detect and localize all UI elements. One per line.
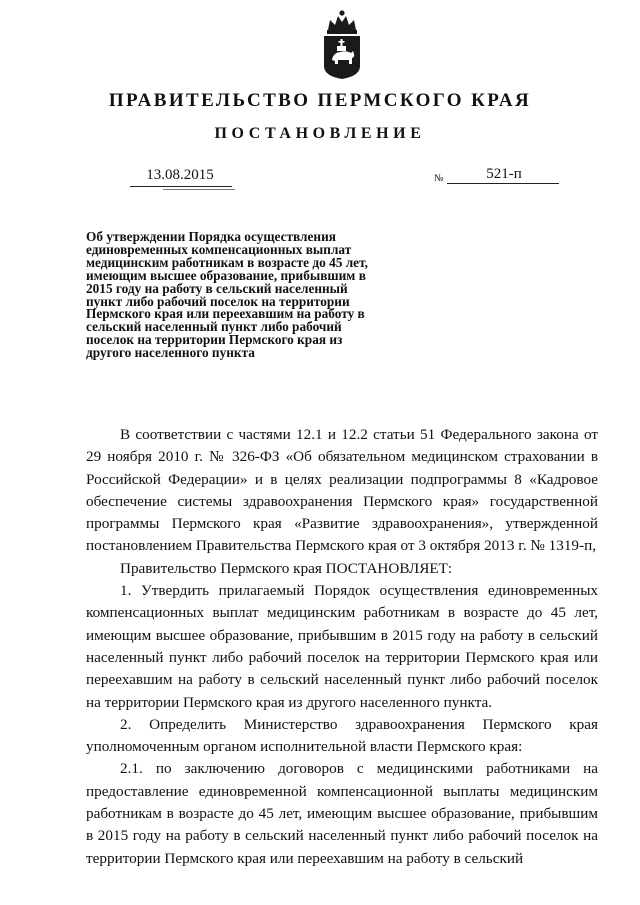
number-sign: № <box>434 173 444 184</box>
document-number: 521-п <box>486 166 522 182</box>
number-underline <box>447 183 559 184</box>
paragraph-item-1: 1. Утвердить прилагаемый Порядок осуществления единовременных компенсационных выплат медицинским работникам в возрасте до 45 лет, имеющим высшее образование, прибывшим в 2015 году на работу в сельский населенный пункт либо рабочий поселок на территории Пермского края или переехавшим на работу в сельский населенный пункт либо рабочий поселок на территории Пермского края из другого населенного пункта. <box>86 582 598 711</box>
document-date: 13.08.2015 <box>146 167 214 183</box>
paragraph-preamble: В соответствии с частями 12.1 и 12.2 статьи 51 Федерального закона от 29 ноября 2010 г. № 326-ФЗ «Об обязательном медицинском страховании в Российской Федерации» и в целях реализации подпрограммы 8 «Кадровое обеспечение системы здравоохранения Пермского края» государственной программы Пермского края «Развитие здравоохранения», утвержденной постановлением Правительства Пермского края от 3 октября 2013 г. № 1319-п, <box>86 426 598 555</box>
government-title: ПРАВИТЕЛЬСТВО ПЕРМСКОГО КРАЯ <box>108 90 532 111</box>
date-underline-secondary <box>163 189 235 190</box>
date-underline <box>130 186 232 187</box>
paragraph-item-2-1: 2.1. по заключению договоров с медицинскими работниками на предоставление единовременной компенсационной выплаты медицинским работникам в возрасте до 45 лет, имеющим высшее образование, прибывшим в 2015 году на работу в сельский населенный пункт либо рабочий поселок на территории Пермского края или переехавшим на работу в сельский <box>86 760 598 867</box>
document-type: ПОСТАНОВЛЕНИЕ <box>214 125 426 142</box>
paragraph-item-2: 2. Определить Министерство здравоохранения Пермского края уполномоченным органом исполнительной власти Пермского края: <box>86 715 598 756</box>
coat-of-arms-icon <box>319 8 365 80</box>
document-heading: Об утверждении Порядка осуществления единовременных компенсационных выплат медицинским работникам в возрасте до 45 лет, имеющим высшее образование, прибывшим в 2015 году на работу в сельский населенный пункт либо рабочий поселок на территории Пермского края или переехавшим на работу в сельский населенный пункт либо рабочий поселок на территории Пермского края из другого населенного пункта <box>86 229 368 361</box>
paragraph-resolves: Правительство Пермского края ПОСТАНОВЛЯЕТ: <box>120 559 453 577</box>
document-body <box>86 424 598 870</box>
